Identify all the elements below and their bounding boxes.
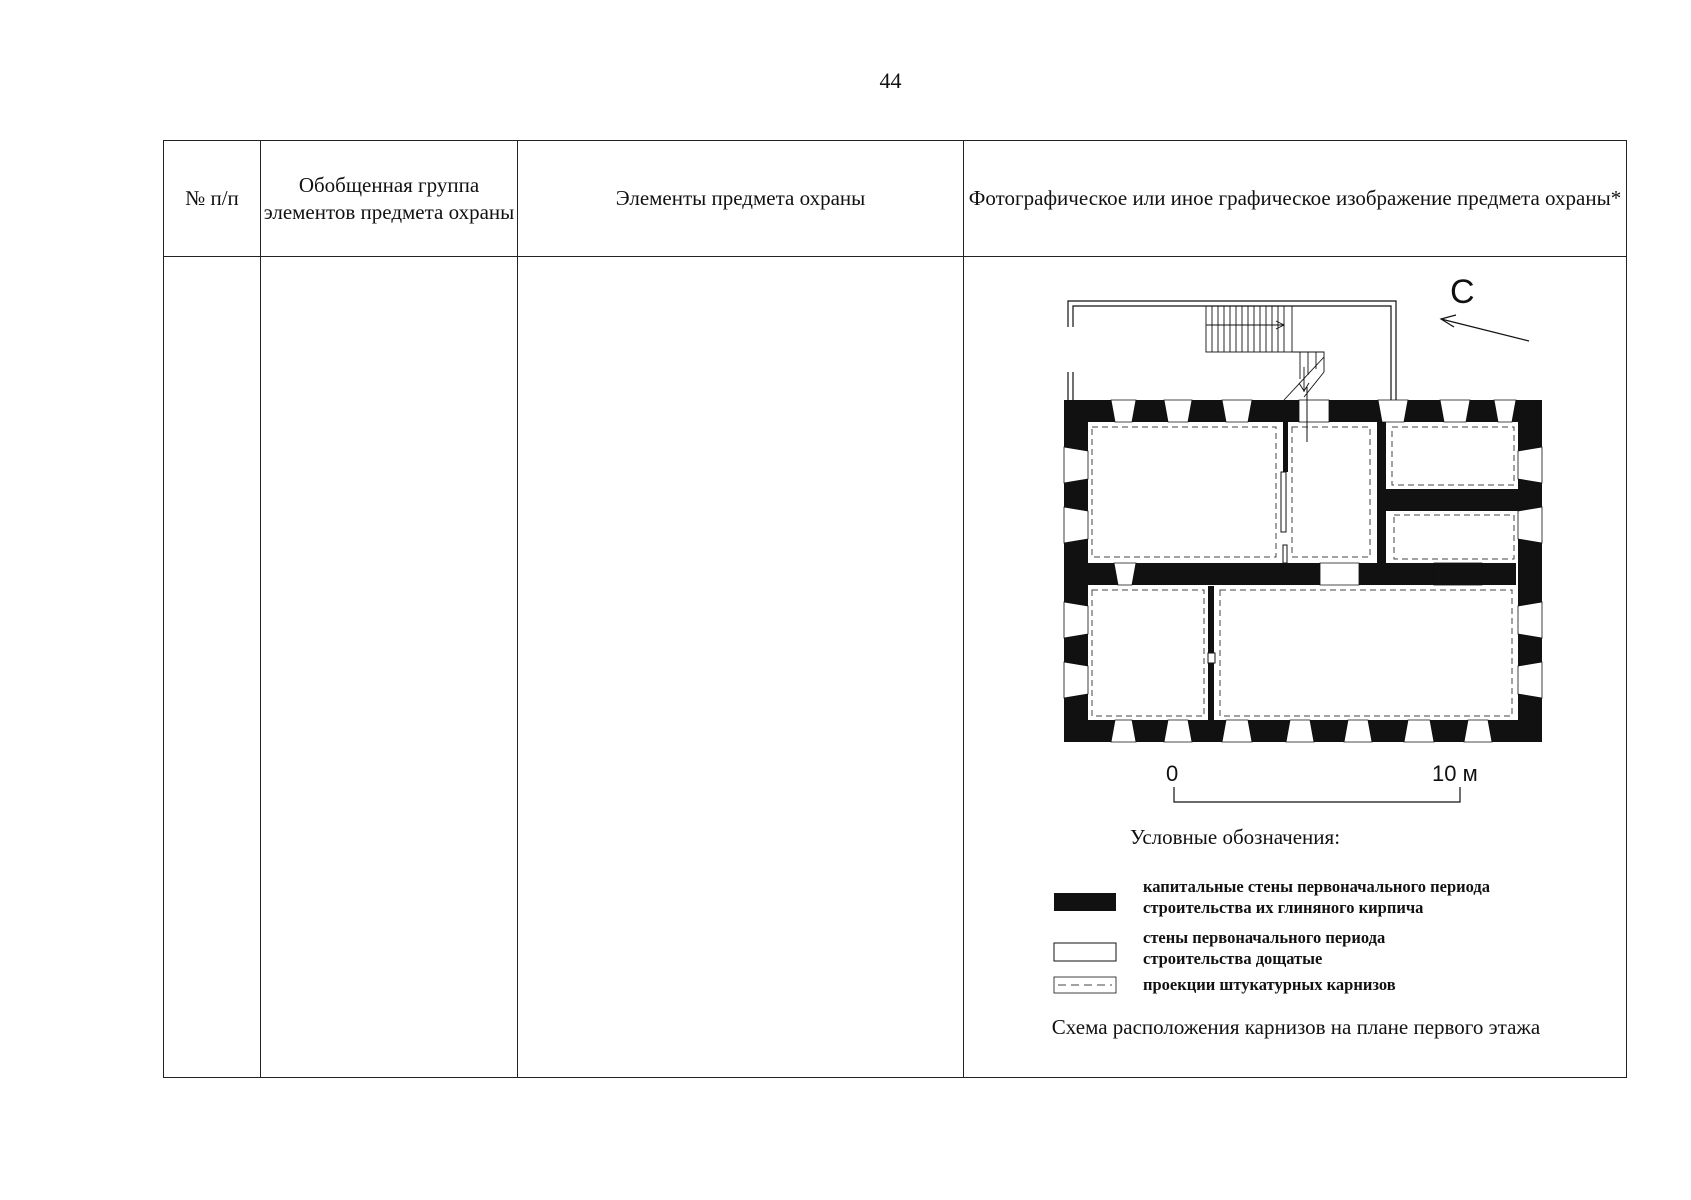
legend-board-line1: стены первоначального периода (1143, 928, 1386, 947)
legend-swatch-capital (1054, 893, 1116, 911)
floor-plan-drawing (964, 257, 1627, 1077)
table-header-row (164, 141, 1627, 257)
cell-drawing (964, 257, 1627, 1078)
header-elements: Элементы предмета охраны (518, 141, 964, 257)
porch-outline (1068, 301, 1396, 400)
header-group: Обобщенная группа элементов предмета охраны (261, 141, 518, 257)
north-label: С (1450, 273, 1475, 311)
scale-start-label: 0 (1166, 761, 1179, 786)
header-image: Фотографическое или иное графическое изображение предмета охраны* (964, 141, 1627, 257)
protection-elements-table (163, 140, 1627, 1078)
cell-group (261, 257, 518, 1078)
drawing-caption: Схема расположения карнизов на плане первого этажа (1051, 1015, 1541, 1039)
hatched-section (1434, 563, 1482, 585)
legend-swatch-board (1054, 943, 1116, 961)
legend-board-line2: строительства дощатые (1143, 949, 1323, 968)
legend-cornice-line1: проекции штукатурных карнизов (1143, 975, 1396, 994)
staircase (1206, 306, 1324, 400)
header-number: № п/п (164, 141, 261, 257)
scale-bar (1174, 787, 1460, 802)
legend-title: Условные обозначения: (1130, 825, 1341, 849)
table-row (164, 257, 1627, 1078)
page-number: 44 (879, 68, 902, 93)
north-arrow (1441, 315, 1529, 341)
legend-capital-line2: строительства их глиняного кирпича (1143, 898, 1424, 917)
cell-elements (518, 257, 964, 1078)
legend-capital-line1: капитальные стены первоначального периода (1143, 877, 1491, 896)
cell-number (164, 257, 261, 1078)
scale-end-label: 10 м (1432, 761, 1478, 786)
